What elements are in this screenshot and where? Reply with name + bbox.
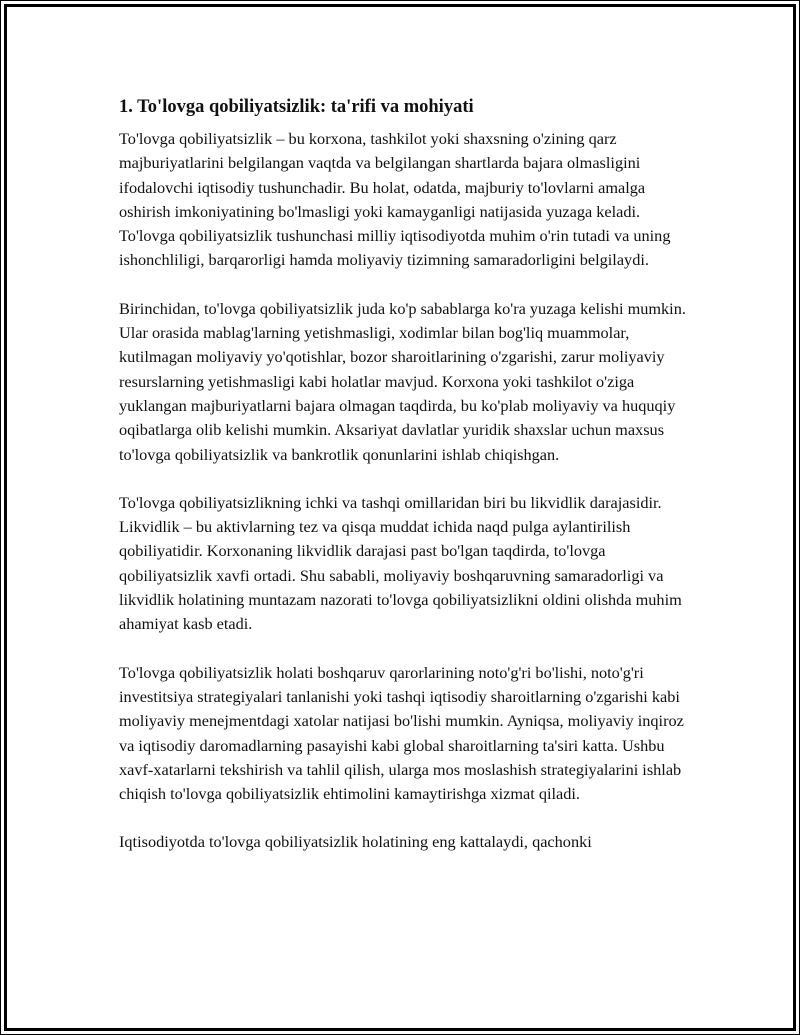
paragraph-1: To'lovga qobiliyatsizlik – bu korxona, tashkilot yoki shaxsning o'zining qarz majburiyatlarini belgilangan vaqtda va belgilangan shartlarda bajara olmasligini ifodalovchi iqtisodiy tushunchadir. Bu holat, odatda, majburiy to'lovlarni amalga oshirish imkoniyatining bo'lmasligi yoki kamayganligi natijasida yuzaga keladi. To'lovga qobiliyatsizlik tushunchasi milliy iqtisodiyotda muhim o'rin tutadi va uning ishonchliligi, barqarorligi hamda moliyaviy tizimning samaradorligini belgilaydi.: [119, 129, 671, 270]
section-heading: 1. To'lovga qobiliyatsizlik: ta'rifi va mohiyati: [119, 97, 474, 117]
paragraph-2: Birinchidan, to'lovga qobiliyatsizlik juda ko'p sabablarga ko'ra yuzaga kelishi mumkin. Ular orasida mablag'larning yetishmasligi, xodimlar bilan bog'liq muammolar, kutilmagan moliyaviy yo'qotishlar, bozor sharoitlarining o'zgarishi, zarur moliyaviy resurslarning yetishmasligi kabi holatlar mavjud. Korxona yoki tashkilot o'ziga yuklangan majburiyatlarni bajara olmagan taqdirda, bu ko'plab moliyaviy va huquqiy oqibatlarga olib kelishi mumkin. Aksariyat davlatlar yuridik shaxslar uchun maxsus to'lovga qobiliyatsizlik va bankrotlik qonunlarini ishlab chiqishgan.: [119, 298, 686, 464]
paragraph-5: Iqtisodiyotda to'lovga qobiliyatsizlik holatining eng kattalaydi, qachonki: [119, 832, 592, 852]
paragraph-3: To'lovga qobiliyatsizlikning ichki va tashqi omillaridan biri bu likvidlik darajasidir. Likvidlik – bu aktivlarning tez va qisqa muddat ichida naqd pulga aylantirilish qobiliyatidir. Korxonaning likvidlik darajasi past bo'lgan taqdirda, to'lovga qobiliyatsizlik xavfi ortadi. Shu sababli, moliyaviy boshqaruvning samaradorligi va likvidlik holatining muntazam nazorati to'lovga qobiliyatsizlikni oldini olishda muhim ahamiyat kasb etadi.: [119, 492, 682, 634]
paragraph-4: To'lovga qobiliyatsizlik holati boshqaruv qarorlarining noto'g'ri bo'lishi, noto'g'ri investitsiya strategiyalari tanlanishi yoki tashqi iqtisodiy sharoitlarning o'zgarishi kabi moliyaviy menejmentdagi xatolar natijasi bo'lishi mumkin. Ayniqsa, moliyaviy inqiroz va iqtisodiy daromadlarning pasayishi kabi global sharoitlarning ta'siri katta. Ushbu xavf-xatarlarni tekshirish va tahlil qilish, ularga mos moslashish strategiyalarini ishlab chiqish to'lovga qobiliyatsizlik ehtimolini kamaytirishga xizmat qiladi.: [119, 662, 684, 804]
document-body: [119, 95, 689, 879]
